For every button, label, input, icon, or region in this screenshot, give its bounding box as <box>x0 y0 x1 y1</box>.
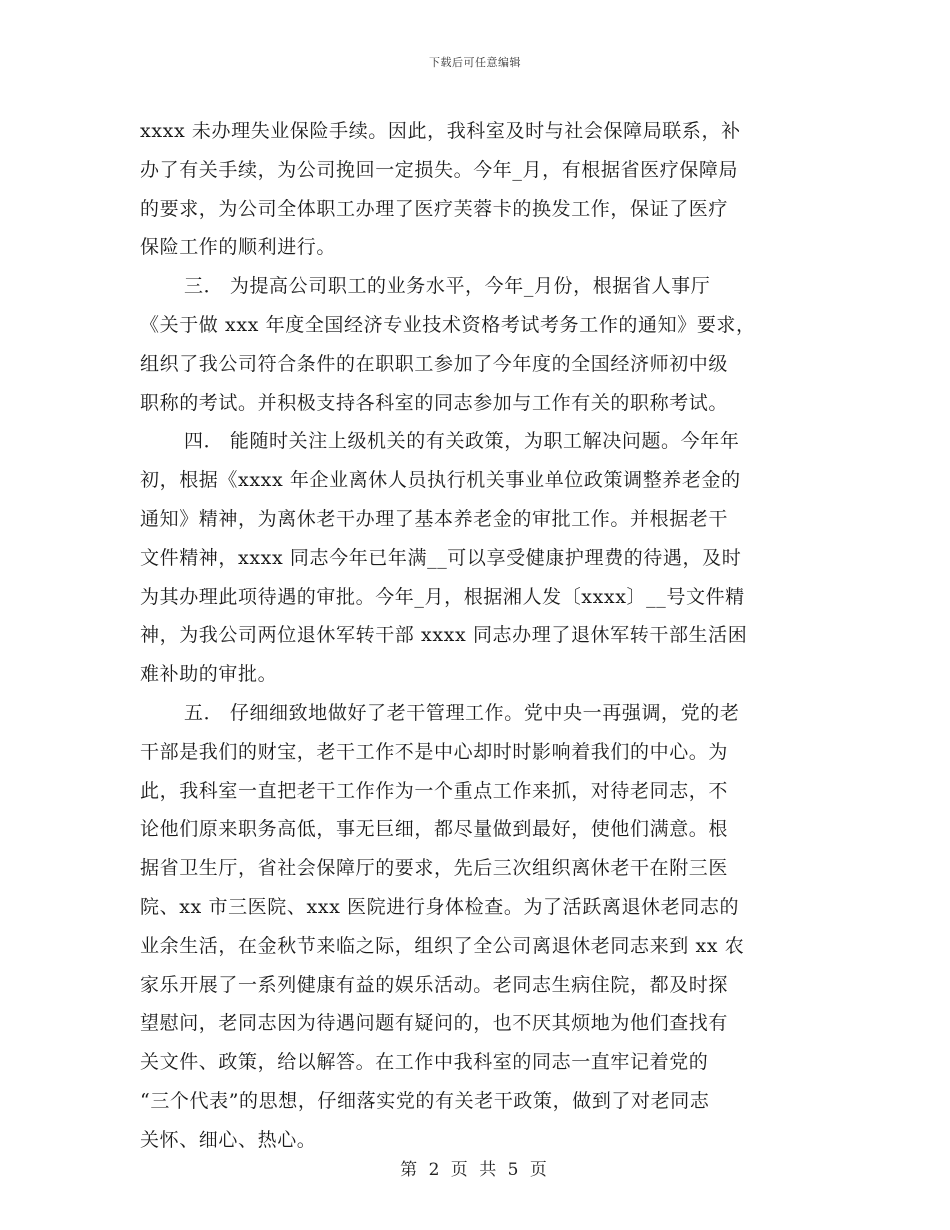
document-body <box>140 112 812 1160</box>
text-line: 关文件、政策，给以解答。在工作中我科室的同志一直牢记着党的 <box>140 1051 709 1074</box>
text-line: 关怀、细心、热心。 <box>140 1128 317 1151</box>
text-line: 据省卫生厅，省社会保障厅的要求，先后三次组织离休老干在附三医 <box>140 857 729 880</box>
text-line: 业余生活，在金秋节来临之际，组织了全公司离退休老同志来到 xx 农 <box>140 934 745 957</box>
text-line: “三个代表”的思想，仔细落实党的有关老干政策，做到了对老同志 <box>140 1089 710 1112</box>
text-line: 组织了我公司符合条件的在职职工参加了今年度的全国经济师初中级 <box>140 352 729 375</box>
text-line: 办了有关手续，为公司挽回一定损失。今年_月，有根据省医疗保障局 <box>140 158 739 181</box>
text-line: 难补助的审批。 <box>140 663 278 686</box>
section-three-start: 三． 为提高公司职工的业务水平，今年_月份，根据省人事厅 <box>184 275 711 298</box>
section-five-start: 五． 仔细细致地做好了老干管理工作。党中央一再强调，党的老 <box>184 701 740 724</box>
text-line: 望慰问，老同志因为待遇问题有疑问的，也不厌其烦地为他们查找有 <box>140 1012 729 1035</box>
page-number-footer: 第 2 页 共 5 页 <box>400 1160 550 1180</box>
text-line: 保险工作的顺利进行。 <box>140 236 337 259</box>
text-line: 《关于做 xxx 年度全国经济专业技术资格考试考务工作的通知》要求， <box>140 313 756 336</box>
text-line: 干部是我们的财宝，老干工作不是中心却时时影响着我们的中心。为 <box>140 740 729 763</box>
text-line: 院、xx 市三医院、xxx 医院进行身体检查。为了活跃离退休老同志的 <box>140 895 740 918</box>
text-line: 文件精神，xxxx 同志今年已年满__可以享受健康护理费的待遇，及时 <box>140 546 742 569</box>
text-line: 的要求，为公司全体职工办理了医疗芙蓉卡的换发工作，保证了医疗 <box>140 197 729 220</box>
text-line: 神，为我公司两位退休军转干部 xxxx 同志办理了退休军转干部生活困 <box>140 624 748 647</box>
section-four-start: 四． 能随时关注上级机关的有关政策，为职工解决问题。今年年 <box>184 430 740 453</box>
text-line: 论他们原来职务高低，事无巨细，都尽量做到最好，使他们满意。根 <box>140 818 729 841</box>
text-line: 此，我科室一直把老干工作作为一个重点工作来抓，对待老同志，不 <box>140 779 729 802</box>
text-line: 家乐开展了一系列健康有益的娱乐活动。老同志生病住院，都及时探 <box>140 973 729 996</box>
text-line: 职称的考试。并积极支持各科室的同志参加与工作有关的职称考试。 <box>140 391 729 414</box>
text-line: 为其办理此项待遇的审批。今年_月，根据湘人发〔xxxx〕__号文件精 <box>140 585 745 608</box>
text-line: 通知》精神，为离休老干办理了基本养老金的审批工作。并根据老干 <box>140 507 729 530</box>
text-line: 初，根据《xxxx 年企业离休人员执行机关事业单位政策调整养老金的 <box>140 469 741 492</box>
page-header: 下载后可任意编辑 <box>429 56 521 69</box>
text-line: xxxx 未办理失业保险手续。因此，我科室及时与社会保障局联系，补 <box>140 120 741 142</box>
